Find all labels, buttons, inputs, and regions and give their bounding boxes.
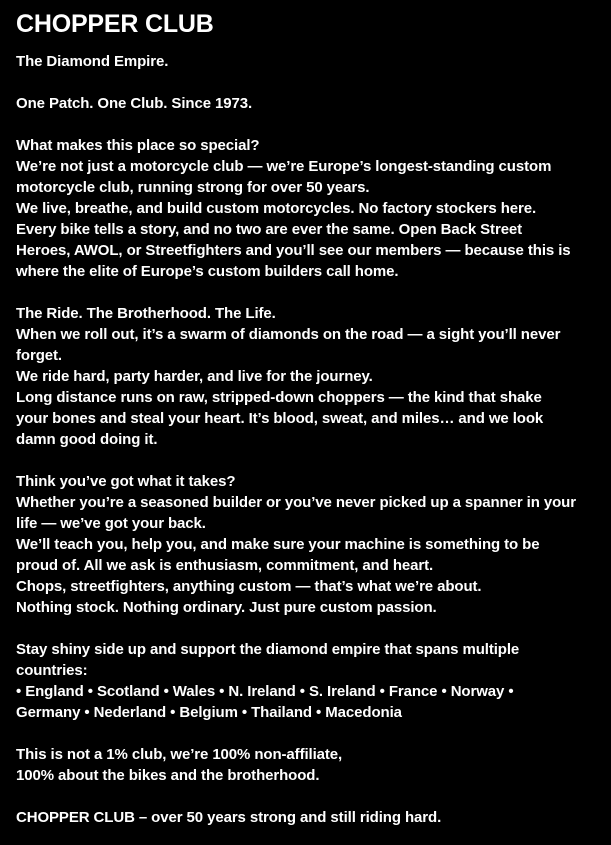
text-line: forget. xyxy=(16,347,62,364)
paragraph xyxy=(16,807,599,828)
text-line: Whether you’re a seasoned builder or you’ve never picked up a spanner in your xyxy=(16,494,576,511)
text-line: We’ll teach you, help you, and make sure your machine is something to be xyxy=(16,536,540,553)
text-line: your bones and steal your heart. It’s blood, sweat, and miles… and we look xyxy=(16,410,544,427)
text-line: where the elite of Europe’s custom builders call home. xyxy=(16,263,399,280)
text-line: One Patch. One Club. Since 1973. xyxy=(16,95,253,112)
text-line: The Ride. The Brotherhood. The Life. xyxy=(16,305,276,322)
text-line: We live, breathe, and build custom motorcycles. No factory stockers here. xyxy=(16,200,537,217)
text-line: Stay shiny side up and support the diamond empire that spans multiple xyxy=(16,641,520,658)
text-line: proud of. All we ask is enthusiasm, commitment, and heart. xyxy=(16,557,434,574)
text-line: Think you’ve got what it takes? xyxy=(16,473,236,490)
paragraph xyxy=(16,744,599,786)
paragraph xyxy=(16,51,599,72)
text-line: CHOPPER CLUB – over 50 years strong and still riding hard. xyxy=(16,809,442,826)
paragraph xyxy=(16,639,599,723)
paragraph xyxy=(16,93,599,114)
text-line: • England • Scotland • Wales • N. Ireland • S. Ireland • France • Norway • xyxy=(16,683,514,700)
text-line: We ride hard, party harder, and live for the journey. xyxy=(16,368,373,385)
text-line: Long distance runs on raw, stripped-down choppers — the kind that shake xyxy=(16,389,542,406)
text-line: When we roll out, it’s a swarm of diamonds on the road — a sight you’ll never xyxy=(16,326,561,343)
paragraph xyxy=(16,303,599,450)
text-line: The Diamond Empire. xyxy=(16,53,169,70)
text-line: Nothing stock. Nothing ordinary. Just pure custom passion. xyxy=(16,599,437,616)
text-line: countries: xyxy=(16,662,88,679)
page-title: CHOPPER CLUB xyxy=(16,10,214,38)
text-line: Heroes, AWOL, or Streetfighters and you’ll see our members — because this is xyxy=(16,242,571,259)
text-line: damn good doing it. xyxy=(16,431,158,448)
text-line: We’re not just a motorcycle club — we’re Europe’s longest-standing custom xyxy=(16,158,552,175)
text-line: Chops, streetfighters, anything custom — that’s what we’re about. xyxy=(16,578,482,595)
text-line: What makes this place so special? xyxy=(16,137,260,154)
text-line: life — we’ve got your back. xyxy=(16,515,206,532)
club-description xyxy=(16,51,599,828)
paragraph xyxy=(16,471,599,618)
text-line: Germany • Nederland • Belgium • Thailand • Macedonia xyxy=(16,704,402,721)
text-line: 100% about the bikes and the brotherhood. xyxy=(16,767,320,784)
text-line: Every bike tells a story, and no two are ever the same. Open Back Street xyxy=(16,221,523,238)
paragraph xyxy=(16,135,599,282)
text-line: motorcycle club, running strong for over 50 years. xyxy=(16,179,370,196)
text-line: This is not a 1% club, we’re 100% non-affiliate, xyxy=(16,746,343,763)
